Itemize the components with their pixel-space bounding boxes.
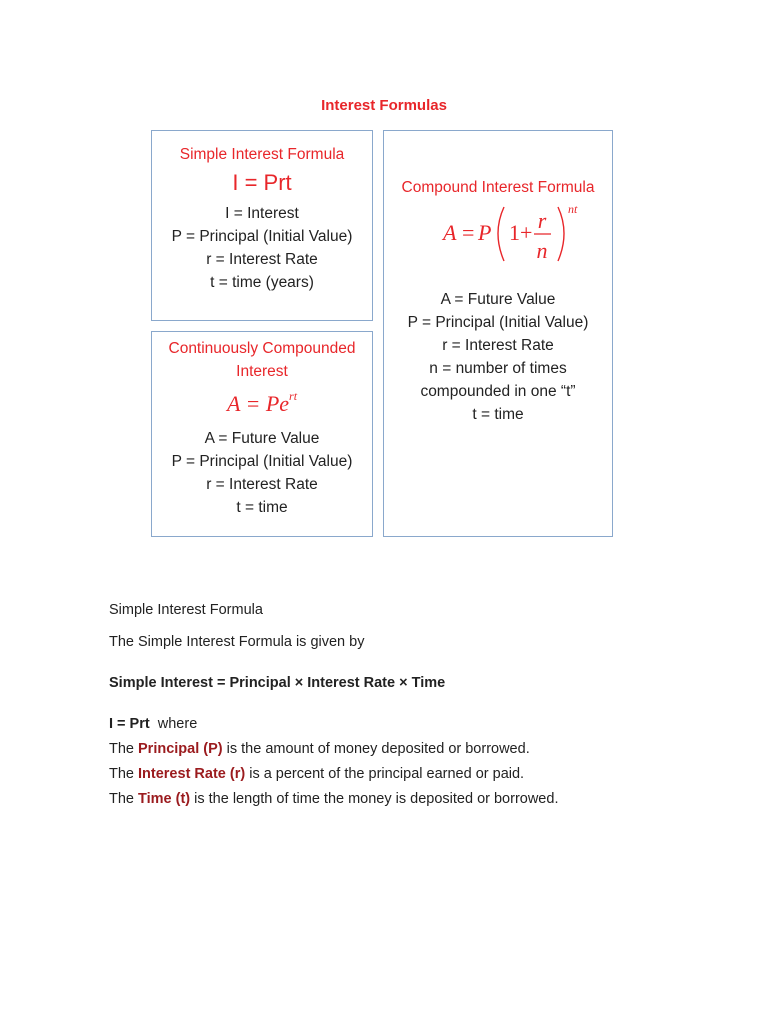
definition-time bbox=[109, 787, 669, 812]
formula-equals: = bbox=[462, 220, 475, 245]
definition-line: P = Principal (Initial Value) bbox=[171, 453, 353, 470]
definition-text: is a percent of the principal earned or paid. bbox=[245, 766, 525, 782]
formula-one-plus: 1+ bbox=[509, 220, 533, 245]
term-interest-rate: Interest Rate (r) bbox=[138, 766, 246, 782]
definition-line: t = time bbox=[236, 499, 288, 516]
continuous-interest-box bbox=[151, 331, 373, 537]
simple-interest-box bbox=[151, 130, 373, 321]
formula-n: n bbox=[536, 238, 548, 263]
formula-r: r bbox=[537, 208, 547, 233]
definition-line: r = Interest Rate bbox=[206, 251, 318, 268]
compound-interest-box bbox=[383, 130, 613, 537]
definition-rate bbox=[109, 762, 669, 787]
prt-where: where bbox=[149, 716, 198, 732]
right-paren bbox=[558, 207, 564, 261]
definition-line: n = number of times bbox=[429, 360, 567, 377]
simple-interest-heading: Simple Interest Formula bbox=[179, 146, 345, 163]
prt-formula: I = Prt bbox=[109, 716, 150, 732]
simple-interest-formula: I = Prt bbox=[232, 170, 292, 195]
prt-line bbox=[109, 712, 669, 737]
definition-line: P = Principal (Initial Value) bbox=[171, 228, 353, 245]
definition-text: is the amount of money deposited or borrowed. bbox=[222, 741, 530, 757]
definition-prefix: The bbox=[109, 791, 139, 807]
formula-p: P bbox=[478, 220, 492, 245]
continuous-heading-line2: Interest bbox=[236, 363, 288, 380]
page-title: Interest Formulas bbox=[321, 97, 447, 114]
definition-principal bbox=[109, 737, 669, 762]
compound-interest-heading: Compound Interest Formula bbox=[401, 179, 595, 196]
definition-line: t = time (years) bbox=[210, 274, 314, 291]
definition-line: r = Interest Rate bbox=[206, 476, 318, 493]
definition-line: t = time bbox=[472, 406, 524, 423]
formula-exponent: rt bbox=[289, 389, 298, 403]
formula-in-words: Simple Interest = Principal × Interest Rate × Time bbox=[109, 675, 446, 691]
continuous-interest-heading bbox=[152, 337, 372, 383]
simple-interest-definitions bbox=[152, 202, 372, 294]
definition-line: I = Interest bbox=[225, 205, 299, 222]
definition-line: compounded in one “t” bbox=[420, 383, 576, 400]
definition-prefix: The bbox=[109, 741, 139, 757]
term-principal: Principal (P) bbox=[138, 741, 223, 757]
formula-a: A bbox=[443, 220, 457, 245]
compound-interest-definitions bbox=[384, 288, 612, 426]
compound-interest-formula bbox=[398, 199, 598, 267]
definition-text: is the length of time the money is deposited or borrowed. bbox=[190, 791, 559, 807]
definition-line: A = Future Value bbox=[440, 291, 556, 308]
definition-prefix: The bbox=[109, 766, 139, 782]
definition-line: A = Future Value bbox=[204, 430, 320, 447]
definition-line: r = Interest Rate bbox=[442, 337, 554, 354]
term-time: Time (t) bbox=[138, 791, 191, 807]
left-paren bbox=[498, 207, 504, 261]
formula-exponent: nt bbox=[568, 202, 578, 216]
continuous-heading-line1: Continuously Compounded bbox=[168, 340, 356, 357]
formula-base: A = Pe bbox=[226, 391, 290, 416]
article-body bbox=[109, 600, 669, 812]
continuous-interest-definitions bbox=[152, 427, 372, 519]
continuous-interest-formula bbox=[152, 389, 372, 417]
intro-text: The Simple Interest Formula is given by bbox=[109, 634, 365, 650]
section-title: Simple Interest Formula bbox=[109, 602, 263, 618]
definition-line: P = Principal (Initial Value) bbox=[407, 314, 589, 331]
